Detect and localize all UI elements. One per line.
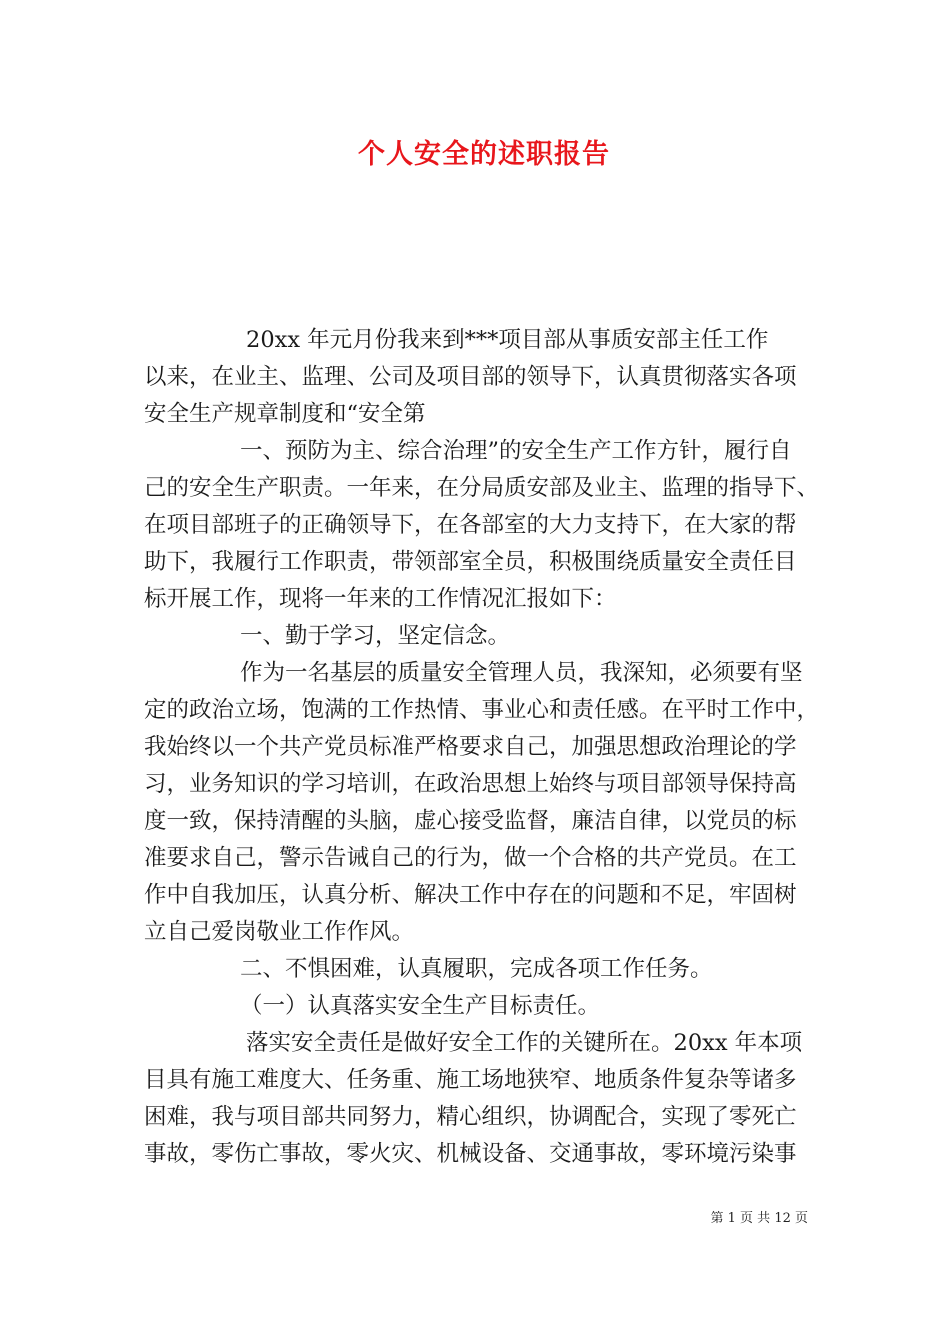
paragraph-line: 20xx 年元月份我来到***项目部从事质安部主任工作 [246, 327, 769, 353]
paragraph-line: 安全生产规章制度和“安全第 [144, 401, 426, 427]
paragraph-line: 作为一名基层的质量安全管理人员，我深知，必须要有坚 [240, 660, 803, 686]
page-footer: 第 1 页 共 12 页 [710, 1211, 808, 1226]
paragraph-line: 助下，我履行工作职责，带领部室全员，积极围绕质量安全责任目 [144, 549, 797, 575]
paragraph-line: 以来，在业主、监理、公司及项目部的领导下，认真贯彻落实各项 [144, 364, 797, 390]
paragraph-line: 立自己爱岗敬业工作作风。 [144, 919, 415, 945]
document-title: 个人安全的述职报告 [358, 139, 610, 170]
paragraph-line: 一、勤于学习，坚定信念。 [240, 623, 511, 649]
paragraph-line: 己的安全生产职责。一年来，在分局质安部及业主、监理的指导下、 [144, 475, 820, 501]
paragraph-line: 二、不惧困难，认真履职，完成各项工作任务。 [240, 956, 713, 982]
paragraph-line: （一）认真落实安全生产目标责任。 [240, 993, 601, 1019]
paragraph-line: 困难，我与项目部共同努力，精心组织，协调配合，实现了零死亡 [144, 1104, 797, 1130]
paragraph-line: 习，业务知识的学习培训，在政治思想上始终与项目部领导保持高 [144, 771, 797, 797]
paragraph-line: 一、预防为主、综合治理”的安全生产工作方针，履行自 [240, 438, 792, 464]
paragraph-line: 事故，零伤亡事故，零火灾、机械设备、交通事故，零环境污染事 [144, 1141, 797, 1167]
paragraph-line: 标开展工作，现将一年来的工作情况汇报如下： [144, 586, 617, 612]
paragraph-line: 目具有施工难度大、任务重、施工场地狭窄、地质条件复杂等诸多 [144, 1067, 797, 1093]
paragraph-line: 准要求自己，警示告诫自己的行为，做一个合格的共产党员。在工 [144, 845, 797, 871]
paragraph-line: 我始终以一个共产党员标准严格要求自己，加强思想政治理论的学 [144, 734, 797, 760]
paragraph-line: 落实安全责任是做好安全工作的关键所在。20xx 年本项 [246, 1030, 803, 1056]
paragraph-line: 定的政治立场，饱满的工作热情、事业心和责任感。在平时工作中， [144, 697, 820, 723]
paragraph-line: 度一致，保持清醒的头脑，虚心接受监督，廉洁自律，以党员的标 [144, 808, 797, 834]
paragraph-line: 作中自我加压，认真分析、解决工作中存在的问题和不足，牢固树 [144, 882, 797, 908]
document-body [144, 322, 820, 1173]
paragraph-line: 在项目部班子的正确领导下，在各部室的大力支持下，在大家的帮 [144, 512, 797, 538]
